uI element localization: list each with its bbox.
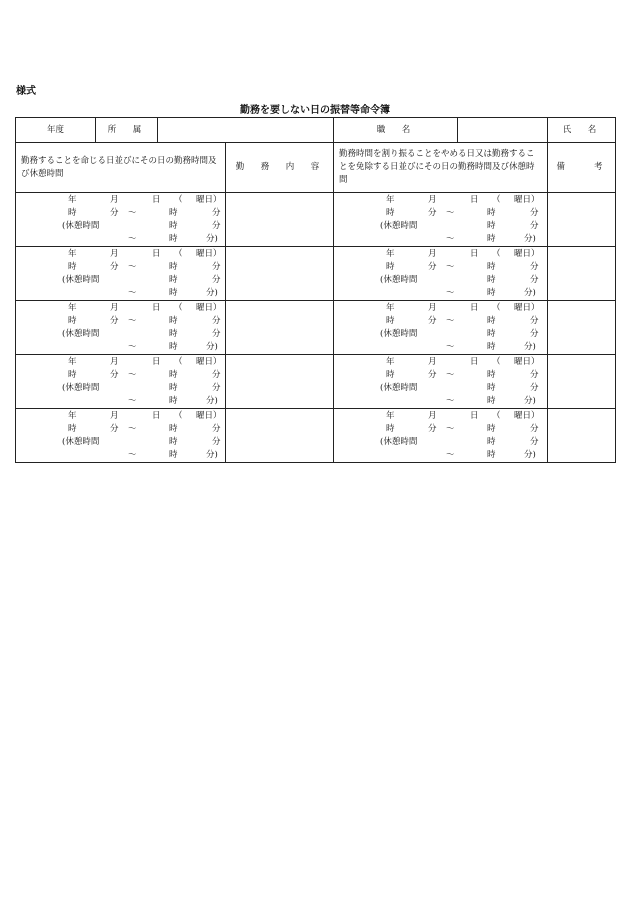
reassigned-day-entry[interactable] (334, 301, 548, 355)
work-content-cell[interactable] (226, 247, 334, 301)
reassigned-day-line (334, 356, 547, 369)
reassigned-day-line (334, 369, 547, 382)
reassigned-day-entry[interactable] (334, 355, 548, 409)
minute-label: 分 (530, 316, 539, 326)
month-label: 月 (110, 249, 119, 259)
tilde-label: ～ (446, 208, 455, 218)
table-row (16, 355, 616, 409)
tilde-label: ～ (446, 450, 455, 460)
ordered-day-entry[interactable] (16, 247, 226, 301)
work-content-cell[interactable] (226, 409, 334, 463)
hour-label: 時 (169, 450, 178, 460)
ordered-day-line (16, 315, 225, 328)
work-content-cell[interactable] (226, 355, 334, 409)
hour-label: 時 (68, 424, 77, 434)
hour-label: 時 (487, 342, 496, 352)
reassigned-day-line (334, 207, 547, 220)
hour-label: 時 (169, 288, 178, 298)
tilde-label: ～ (128, 396, 137, 406)
minute-close-label: 分) (206, 342, 218, 352)
weekday-close-label: 曜日） (196, 195, 222, 205)
reassigned-day-line (334, 220, 547, 233)
job-title-field[interactable] (458, 118, 548, 143)
minute-label: 分 (212, 275, 221, 285)
hour-label: 時 (169, 396, 178, 406)
hour-label: 時 (487, 329, 496, 339)
table-row (16, 409, 616, 463)
weekday-open-label: （ (174, 411, 183, 421)
year-label: 年 (68, 249, 77, 259)
form-sheet (15, 117, 615, 463)
ordered-day-entry[interactable] (16, 301, 226, 355)
name-label: 氏 名 (548, 118, 616, 143)
affiliation-field[interactable] (158, 118, 334, 143)
minute-label: 分 (212, 383, 221, 393)
ordered-day-line (16, 194, 225, 207)
minute-close-label: 分) (524, 396, 536, 406)
reassigned-days-header: 勤務時間を割り振ることをやめる日又は勤務することを免除する日並びにその日の勤務時間及び休憩時間 (334, 143, 548, 193)
year-degree-label: 年度 (16, 118, 96, 143)
day-label: 日 (152, 303, 161, 313)
hour-label: 時 (68, 208, 77, 218)
hour-label: 時 (169, 234, 178, 244)
hour-label: 時 (386, 208, 395, 218)
minute-label: 分 (530, 208, 539, 218)
reassigned-day-line (334, 248, 547, 261)
break-open-label: (休憩時間 (62, 383, 100, 393)
weekday-open-label: （ (492, 411, 501, 421)
ordered-day-line (16, 436, 225, 449)
reassigned-day-line (334, 382, 547, 395)
reassigned-day-line (334, 423, 547, 436)
table-row (16, 247, 616, 301)
weekday-close-label: 曜日） (514, 357, 540, 367)
ordered-day-entry[interactable] (16, 193, 226, 247)
minute-close-label: 分) (206, 234, 218, 244)
minute-label: 分 (110, 370, 119, 380)
minute-close-label: 分) (524, 288, 536, 298)
hour-label: 時 (386, 262, 395, 272)
hour-label: 時 (169, 370, 178, 380)
reassigned-day-line (334, 449, 547, 462)
reassigned-day-line (334, 328, 547, 341)
tilde-label: ～ (128, 208, 137, 218)
reassigned-day-line (334, 395, 547, 408)
hour-label: 時 (169, 262, 178, 272)
ordered-day-line (16, 248, 225, 261)
minute-close-label: 分) (524, 342, 536, 352)
year-label: 年 (386, 195, 395, 205)
ordered-day-line (16, 261, 225, 274)
weekday-close-label: 曜日） (196, 249, 222, 259)
year-label: 年 (386, 249, 395, 259)
minute-label: 分 (428, 370, 437, 380)
table-row (16, 301, 616, 355)
weekday-close-label: 曜日） (196, 411, 222, 421)
form-label: 様式 (16, 86, 36, 97)
form-title: 勤務を要しない日の振替等命令簿 (240, 105, 390, 116)
weekday-close-label: 曜日） (514, 249, 540, 259)
reassigned-day-entry[interactable] (334, 409, 548, 463)
minute-label: 分 (530, 383, 539, 393)
hour-label: 時 (386, 370, 395, 380)
hour-label: 時 (487, 234, 496, 244)
weekday-close-label: 曜日） (196, 303, 222, 313)
hour-label: 時 (169, 342, 178, 352)
hour-label: 時 (169, 316, 178, 326)
day-label: 日 (152, 195, 161, 205)
minute-label: 分 (110, 262, 119, 272)
minute-label: 分 (428, 262, 437, 272)
reassigned-day-line (334, 302, 547, 315)
month-label: 月 (110, 195, 119, 205)
ordered-day-line (16, 287, 225, 300)
ordered-day-line (16, 369, 225, 382)
remarks-cell[interactable] (548, 409, 616, 463)
tilde-label: ～ (128, 262, 137, 272)
weekday-open-label: （ (174, 303, 183, 313)
break-open-label: (休憩時間 (62, 437, 100, 447)
tilde-label: ～ (128, 316, 137, 326)
month-label: 月 (428, 357, 437, 367)
year-label: 年 (68, 411, 77, 421)
weekday-close-label: 曜日） (514, 195, 540, 205)
break-open-label: (休憩時間 (380, 275, 418, 285)
minute-label: 分 (428, 208, 437, 218)
ordered-day-line (16, 382, 225, 395)
hour-label: 時 (169, 221, 178, 231)
hour-label: 時 (487, 383, 496, 393)
hour-label: 時 (487, 275, 496, 285)
tilde-label: ～ (446, 316, 455, 326)
hour-label: 時 (169, 424, 178, 434)
register-table (15, 117, 616, 463)
ordered-day-entry[interactable] (16, 409, 226, 463)
hour-label: 時 (487, 450, 496, 460)
minute-label: 分 (530, 221, 539, 231)
ordered-day-line (16, 220, 225, 233)
hour-label: 時 (386, 424, 395, 434)
minute-label: 分 (110, 316, 119, 326)
year-label: 年 (68, 195, 77, 205)
hour-label: 時 (487, 288, 496, 298)
weekday-open-label: （ (492, 195, 501, 205)
minute-label: 分 (212, 262, 221, 272)
minute-label: 分 (212, 329, 221, 339)
ordered-day-line (16, 274, 225, 287)
day-label: 日 (152, 411, 161, 421)
ordered-day-line (16, 233, 225, 246)
minute-label: 分 (530, 275, 539, 285)
break-open-label: (休憩時間 (380, 329, 418, 339)
minute-label: 分 (110, 424, 119, 434)
month-label: 月 (428, 303, 437, 313)
remarks-cell[interactable] (548, 355, 616, 409)
weekday-close-label: 曜日） (514, 303, 540, 313)
reassigned-day-line (334, 410, 547, 423)
ordered-day-line (16, 410, 225, 423)
job-title-label: 職 名 (334, 118, 458, 143)
tilde-label: ～ (446, 370, 455, 380)
work-content-cell[interactable] (226, 301, 334, 355)
ordered-day-line (16, 449, 225, 462)
day-label: 日 (470, 249, 479, 259)
weekday-open-label: （ (174, 249, 183, 259)
ordered-days-header: 勤務することを命じる日並びにその日の勤務時間及び休憩時間 (16, 143, 226, 193)
day-label: 日 (152, 357, 161, 367)
month-label: 月 (110, 303, 119, 313)
weekday-close-label: 曜日） (196, 357, 222, 367)
break-open-label: (休憩時間 (62, 221, 100, 231)
reassigned-day-line (334, 315, 547, 328)
break-open-label: (休憩時間 (380, 383, 418, 393)
ordered-day-line (16, 207, 225, 220)
month-label: 月 (428, 249, 437, 259)
reassigned-day-line (334, 261, 547, 274)
ordered-day-line (16, 341, 225, 354)
tilde-label: ～ (128, 288, 137, 298)
minute-label: 分 (428, 424, 437, 434)
tilde-label: ～ (446, 396, 455, 406)
minute-label: 分 (530, 329, 539, 339)
minute-label: 分 (530, 370, 539, 380)
minute-label: 分 (428, 316, 437, 326)
hour-label: 時 (68, 370, 77, 380)
weekday-open-label: （ (174, 195, 183, 205)
ordered-day-line (16, 395, 225, 408)
hour-label: 時 (487, 316, 496, 326)
remarks-cell[interactable] (548, 301, 616, 355)
minute-label: 分 (212, 221, 221, 231)
tilde-label: ～ (128, 342, 137, 352)
weekday-open-label: （ (174, 357, 183, 367)
column-header-row (16, 143, 616, 193)
break-open-label: (休憩時間 (380, 221, 418, 231)
minute-close-label: 分) (206, 288, 218, 298)
remarks-cell[interactable] (548, 247, 616, 301)
weekday-open-label: （ (492, 303, 501, 313)
ordered-day-entry[interactable] (16, 355, 226, 409)
hour-label: 時 (169, 208, 178, 218)
year-label: 年 (386, 411, 395, 421)
month-label: 月 (428, 195, 437, 205)
tilde-label: ～ (446, 234, 455, 244)
minute-label: 分 (212, 437, 221, 447)
reassigned-day-line (334, 436, 547, 449)
hour-label: 時 (487, 437, 496, 447)
reassigned-day-entry[interactable] (334, 193, 548, 247)
minute-label: 分 (530, 262, 539, 272)
reassigned-day-entry[interactable] (334, 247, 548, 301)
tilde-label: ～ (446, 262, 455, 272)
hour-label: 時 (487, 221, 496, 231)
day-label: 日 (470, 195, 479, 205)
minute-label: 分 (530, 424, 539, 434)
reassigned-day-line (334, 194, 547, 207)
month-label: 月 (428, 411, 437, 421)
reassigned-day-line (334, 274, 547, 287)
year-label: 年 (68, 303, 77, 313)
break-open-label: (休憩時間 (62, 329, 100, 339)
hour-label: 時 (487, 396, 496, 406)
work-content-header: 勤 務 内 容 (226, 143, 334, 193)
minute-label: 分 (110, 208, 119, 218)
hour-label: 時 (169, 383, 178, 393)
minute-close-label: 分) (206, 396, 218, 406)
reassigned-day-line (334, 233, 547, 246)
hour-label: 時 (68, 316, 77, 326)
day-label: 日 (152, 249, 161, 259)
remarks-cell[interactable] (548, 193, 616, 247)
year-label: 年 (68, 357, 77, 367)
tilde-label: ～ (446, 424, 455, 434)
minute-label: 分 (530, 437, 539, 447)
tilde-label: ～ (128, 370, 137, 380)
weekday-open-label: （ (492, 249, 501, 259)
break-open-label: (休憩時間 (62, 275, 100, 285)
header-row (16, 118, 616, 143)
tilde-label: ～ (446, 342, 455, 352)
hour-label: 時 (169, 329, 178, 339)
year-label: 年 (386, 303, 395, 313)
day-label: 日 (470, 357, 479, 367)
minute-label: 分 (212, 424, 221, 434)
work-content-cell[interactable] (226, 193, 334, 247)
minute-close-label: 分) (524, 450, 536, 460)
reassigned-day-line (334, 287, 547, 300)
weekday-close-label: 曜日） (514, 411, 540, 421)
hour-label: 時 (487, 208, 496, 218)
ordered-day-line (16, 302, 225, 315)
ordered-day-line (16, 328, 225, 341)
ordered-day-line (16, 423, 225, 436)
reassigned-day-line (334, 341, 547, 354)
tilde-label: ～ (446, 288, 455, 298)
hour-label: 時 (386, 316, 395, 326)
minute-label: 分 (212, 208, 221, 218)
ordered-day-line (16, 356, 225, 369)
tilde-label: ～ (128, 234, 137, 244)
day-label: 日 (470, 411, 479, 421)
hour-label: 時 (68, 262, 77, 272)
break-open-label: (休憩時間 (380, 437, 418, 447)
tilde-label: ～ (128, 424, 137, 434)
affiliation-label: 所 属 (96, 118, 158, 143)
month-label: 月 (110, 357, 119, 367)
entry-rows (16, 193, 616, 463)
minute-close-label: 分) (524, 234, 536, 244)
day-label: 日 (470, 303, 479, 313)
hour-label: 時 (487, 370, 496, 380)
hour-label: 時 (487, 262, 496, 272)
hour-label: 時 (169, 437, 178, 447)
hour-label: 時 (169, 275, 178, 285)
hour-label: 時 (487, 424, 496, 434)
minute-label: 分 (212, 370, 221, 380)
remarks-header: 備 考 (548, 143, 616, 193)
month-label: 月 (110, 411, 119, 421)
minute-close-label: 分) (206, 450, 218, 460)
year-label: 年 (386, 357, 395, 367)
tilde-label: ～ (128, 450, 137, 460)
minute-label: 分 (212, 316, 221, 326)
table-row (16, 193, 616, 247)
weekday-open-label: （ (492, 357, 501, 367)
